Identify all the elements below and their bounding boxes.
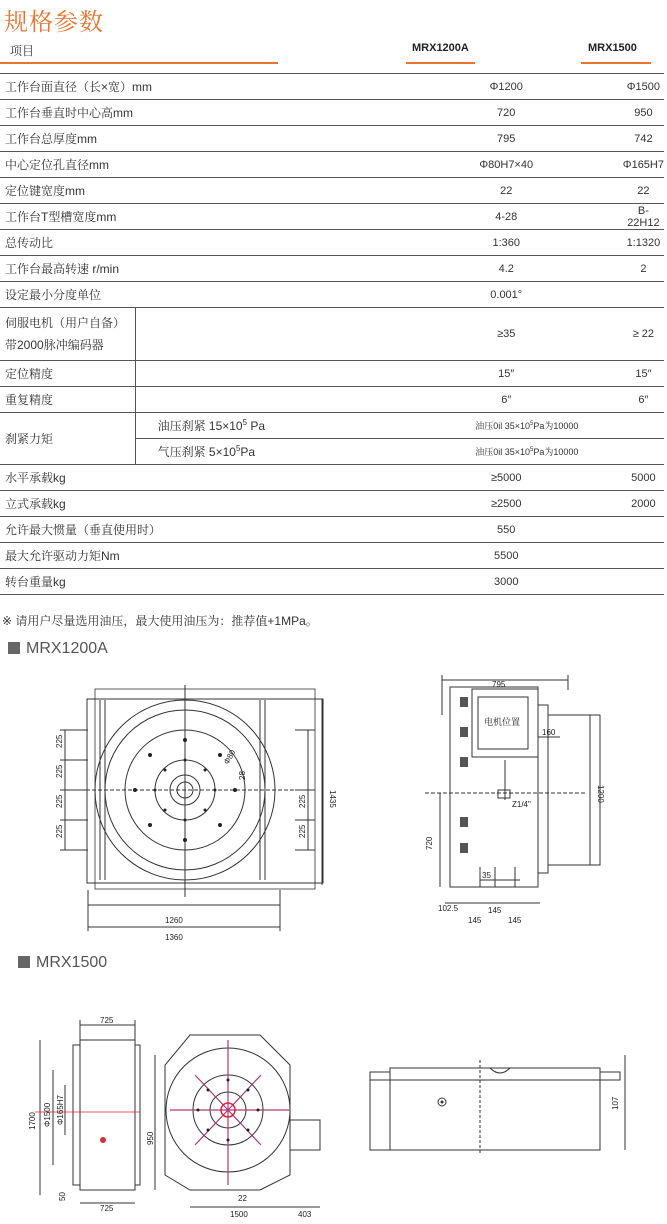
mrx1500-top-drawing	[360, 1050, 640, 1160]
spec-table	[0, 73, 664, 595]
table-row: 工作台面直径（长×宽）mm Φ1200 Φ1500	[0, 74, 664, 100]
table-row: 定位键宽度mm 22 22	[0, 178, 664, 204]
mrx1500-front-drawing	[146, 1025, 330, 1220]
svg-text:145: 145	[468, 916, 482, 925]
dim-1435: 1435	[328, 790, 337, 808]
clamp-air-label: 气压刹紧 $5\times 10^5Pa$	[135, 439, 390, 465]
svg-text:107: 107	[611, 1096, 620, 1110]
svg-text:35: 35	[482, 871, 491, 880]
table-row: 伺服电机（用户自备） 带2000脉冲编码器 ≥35 ≥ 22	[0, 308, 664, 361]
table-row: 工作台T型槽宽度mm 4-28 B-22H12	[0, 204, 664, 230]
usage-note: ※ 请用户尽量选用油压，最大使用油压为：推荐值+1MPa。	[2, 614, 318, 628]
mrx1500-side-drawing	[25, 1015, 150, 1215]
table-row: 转台重量kg 3000	[0, 569, 664, 595]
table-row: 中心定位孔直径mm Φ80H7×40 Φ165H7	[0, 152, 664, 178]
section-heading-mrx1200a: MRX1200A	[8, 640, 108, 658]
dim-1260: 1260	[165, 916, 183, 925]
svg-text:50: 50	[58, 1192, 67, 1201]
page-title: 规格参数	[4, 9, 104, 36]
svg-text:22: 22	[238, 1194, 247, 1203]
svg-text:Φ165H7: Φ165H7	[56, 1095, 65, 1125]
mrx1200a-front-drawing	[40, 675, 340, 945]
svg-text:145: 145	[488, 906, 502, 915]
table-row: 水平承载kg ≥5000 5000	[0, 465, 664, 491]
header-underline	[0, 62, 278, 64]
svg-text:225: 225	[298, 794, 307, 808]
svg-text:102.5: 102.5	[438, 904, 459, 913]
svg-text:Φ1500: Φ1500	[43, 1102, 52, 1127]
header-item: 项目	[10, 44, 35, 58]
table-row: 工作台垂直时中心高mm 720 950	[0, 100, 664, 126]
table-row: 重复精度 6″ 6″	[0, 387, 664, 413]
table-row: 允许最大惯量（垂直使用时） 550	[0, 517, 664, 543]
table-row: 最大允许驱动力矩Nm 5500	[0, 543, 664, 569]
svg-text:225: 225	[298, 824, 307, 838]
table-row: 立式承载kg ≥2500 2000	[0, 491, 664, 517]
square-icon	[18, 956, 30, 968]
clamp-oil-value: 油压0il $35\times 10^5Pa$为10000	[390, 413, 664, 439]
table-row: 定位精度 15″ 15″	[0, 361, 664, 387]
svg-text:950: 950	[146, 1131, 155, 1145]
table-row: 总传动比 1:360 1:1320	[0, 230, 664, 256]
svg-text:225: 225	[55, 824, 64, 838]
table-row: 刹紧力矩 油压刹紧 $15\times 10^5$ Pa 油压0il $35\times 10^5Pa$为10000	[0, 413, 664, 439]
svg-text:28: 28	[238, 771, 247, 780]
clamp-oil-label: 油压刹紧 $15\times 10^5$ Pa	[135, 413, 390, 439]
servo-label: 伺服电机（用户自备） 带2000脉冲编码器	[0, 308, 135, 361]
dim-160: 160	[542, 728, 556, 737]
dim-720: 720	[425, 836, 434, 850]
spec-header	[0, 38, 667, 64]
dim-795: 795	[492, 680, 506, 689]
header-model-b: MRX1500	[588, 42, 637, 54]
svg-text:225: 225	[55, 794, 64, 808]
table-row: 设定最小分度单位 0.001°	[0, 282, 664, 308]
svg-text:725: 725	[100, 1204, 114, 1213]
section-heading-mrx1500: MRX1500	[18, 954, 107, 972]
svg-text:1700: 1700	[28, 1112, 37, 1130]
svg-text:225: 225	[55, 734, 64, 748]
square-icon	[8, 642, 20, 654]
header-underline	[581, 62, 651, 64]
dim-1360: 1360	[165, 933, 183, 942]
svg-text:Z1/4": Z1/4"	[512, 800, 531, 809]
mrx1200a-side-drawing	[420, 675, 620, 925]
svg-text:1500: 1500	[230, 1210, 248, 1219]
svg-text:Φ80: Φ80	[221, 748, 238, 766]
table-row: 工作台最高转速 r/min 4.2 2	[0, 256, 664, 282]
svg-text:145: 145	[508, 916, 522, 925]
dim-1200: 1200	[596, 785, 605, 803]
motor-position-label: 电机位置	[484, 717, 521, 727]
svg-text:225: 225	[55, 764, 64, 778]
svg-text:725: 725	[100, 1016, 114, 1025]
header-underline	[406, 62, 475, 64]
svg-text:403: 403	[298, 1210, 312, 1219]
header-model-a: MRX1200A	[412, 42, 469, 54]
table-row: 工作台总厚度mm 795 742	[0, 126, 664, 152]
clamp-air-value: 油压0il $35\times 10^5Pa$为10000	[390, 439, 664, 465]
